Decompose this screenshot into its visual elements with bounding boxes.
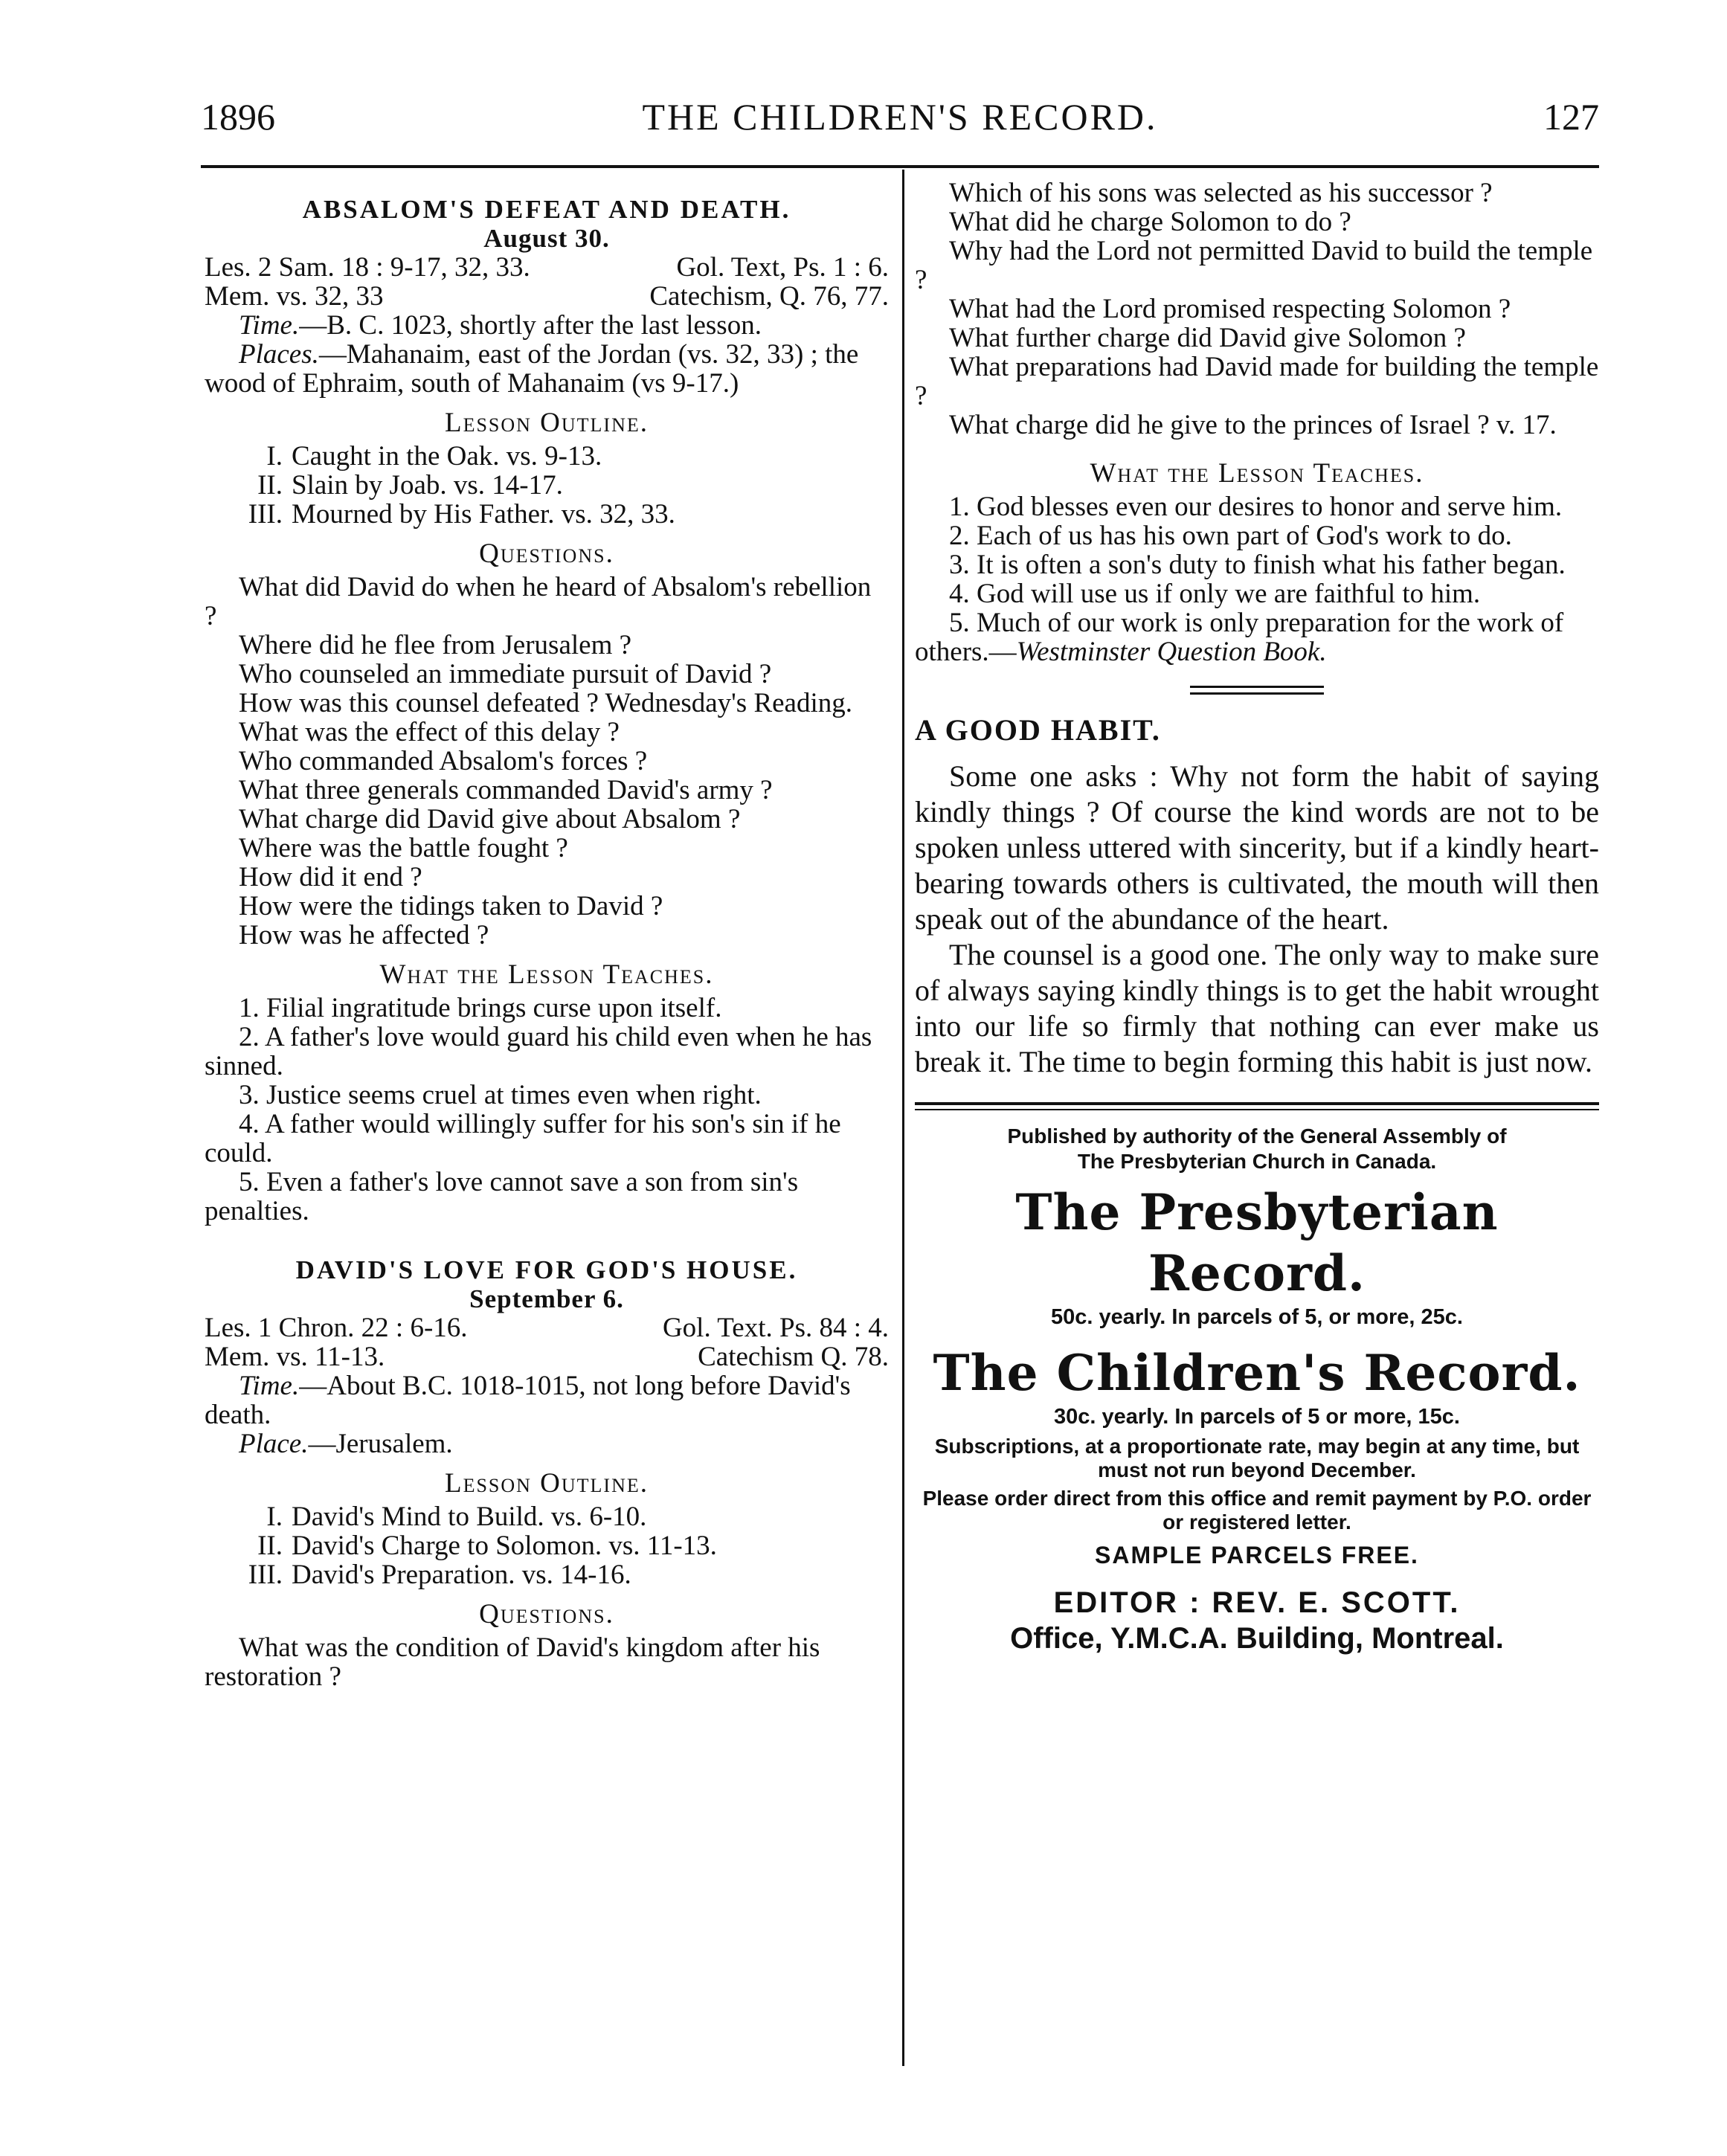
question: Who counseled an immediate pursuit of David ? [239, 659, 772, 689]
outline-num: I. [266, 441, 283, 472]
outline-item [205, 1560, 889, 1589]
teaching [205, 1023, 889, 1081]
question: What three generals commanded David's army ? [239, 775, 773, 805]
sample-parcels: SAMPLE PARCELS FREE. [1095, 1542, 1419, 1568]
teaching-num: 1. [949, 492, 970, 522]
lesson1-date: August 30. [483, 224, 610, 253]
question: What did he charge Solomon to do ? [949, 207, 1351, 237]
editor-line: EDITOR : REV. E. SCOTT. [1053, 1586, 1461, 1619]
good-habit-paragraph: Some one asks : Why not form the habit of saying kindly things ? Of course the kind words are not to be spoken unless uttered with sincerity, but if a kindly heart-bearing towards others is cultivated, the mouth will then speak out of the abundance of the heart. [915, 759, 1599, 936]
lesson2-place [205, 1429, 889, 1458]
lesson1-time-label: Time. [239, 310, 300, 341]
page-header [201, 95, 1599, 147]
lesson2-date: September 6. [469, 1284, 624, 1313]
question: How did it end ? [239, 862, 422, 892]
teaching-num: 5. [949, 608, 970, 638]
question: What preparations had David made for building the temple ? [915, 352, 1599, 411]
lesson2-gol: Gol. Text. Ps. 84 : 4. [662, 1313, 889, 1343]
lesson2-outline [205, 1502, 889, 1589]
teaching-text: God blesses even our desires to honor and serve him. [977, 492, 1563, 522]
teaching-text: It is often a son's duty to finish what his father began. [977, 550, 1566, 580]
teaching [915, 579, 1599, 608]
lesson1-refs-row2 [205, 282, 889, 311]
teaching-text: Even a father's love cannot save a son from sin's penalties. [205, 1167, 799, 1226]
lesson1-les: Les. 2 Sam. 18 : 9-17, 32, 33. [205, 252, 530, 283]
teaching-text: Each of us has his own part of God's work to do. [977, 521, 1512, 551]
outline-text: David's Preparation. vs. 14-16. [292, 1560, 631, 1590]
teaching-text: A father would willingly suffer for his son's sin if he could. [205, 1109, 841, 1168]
good-habit-paragraph: The counsel is a good one. The only way to make sure of always saying kindly things is to get the habit wrought into our life so firmly that nothing can ever make us break it. The time to begin forming this habit is just now. [915, 938, 1599, 1078]
childrens-record-price: 30c. yearly. In parcels of 5 or more, 15c. [1054, 1405, 1460, 1429]
teaching-num: 2. [949, 521, 970, 551]
teaching-text: Much of our work is only preparation for the work of others.— [915, 608, 1564, 667]
teaching-num: 2. [239, 1022, 260, 1052]
outline-num: II. [257, 470, 283, 501]
lesson1-cat: Catechism, Q. 76, 77. [649, 281, 889, 312]
question: What charge did he give to the princes of Israel ? v. 17. [949, 410, 1557, 440]
advert-rule [915, 1102, 1599, 1110]
question: What was the effect of this delay ? [239, 717, 620, 747]
left-column [205, 178, 889, 1691]
teaching [915, 521, 1599, 550]
outline-num: II. [257, 1531, 283, 1561]
lesson2-mem: Mem. vs. 11-13. [205, 1342, 385, 1372]
good-habit-article [915, 712, 1599, 1080]
teaching-text: A father's love would guard his child even when he has sinned. [205, 1022, 872, 1081]
lesson2-place-label: Place. [239, 1429, 309, 1459]
header-rule [201, 165, 1599, 168]
lesson2-teaches-heading: What the Lesson Teaches. [1090, 458, 1424, 489]
lesson1-questions-heading: Questions. [479, 538, 614, 569]
question: What was the condition of David's kingdom after his restoration ? [205, 1632, 820, 1692]
teaching [915, 550, 1599, 579]
lesson2-time-label: Time. [239, 1371, 300, 1401]
teaching-num: 1. [239, 993, 260, 1023]
advert-line1: Published by authority of the General Assembly of [1007, 1124, 1507, 1148]
teaching-num: 4. [239, 1109, 260, 1139]
outline-text: Mourned by His Father. vs. 32, 33. [292, 499, 675, 530]
lesson1-places-label: Places. [239, 339, 319, 370]
outline-num: I. [266, 1502, 283, 1532]
question: What had the Lord promised respecting Solomon ? [949, 294, 1511, 324]
question: What charge did David give about Absalom ? [239, 804, 741, 834]
outline-item [205, 471, 889, 500]
advert [915, 1124, 1599, 1656]
teaching [205, 1081, 889, 1110]
outline-text: Caught in the Oak. vs. 9-13. [292, 441, 602, 472]
header-page-number: 127 [1543, 96, 1599, 138]
question: Who commanded Absalom's forces ? [239, 746, 648, 776]
lesson2-title: DAVID'S LOVE FOR GOD'S HOUSE. [295, 1255, 798, 1284]
lesson1-title: ABSALOM'S DEFEAT AND DEATH. [302, 195, 791, 224]
order-note: Please order direct from this office and remit payment by P.O. order or registered letter. [922, 1487, 1592, 1534]
lesson2-les: Les. 1 Chron. 22 : 6-16. [205, 1313, 468, 1343]
question: Where was the battle fought ? [239, 833, 568, 863]
right-column [915, 178, 1599, 1656]
presbyterian-record-price: 50c. yearly. In parcels of 5, or more, 25c. [1051, 1305, 1463, 1329]
outline-item [205, 500, 889, 529]
lesson1-outline [205, 442, 889, 529]
lesson1-mem: Mem. vs. 32, 33 [205, 281, 384, 312]
good-habit-title: A GOOD HABIT. [915, 713, 1161, 747]
outline-item [205, 1531, 889, 1560]
header-year: 1896 [201, 96, 275, 138]
teaching-source: Westminster Question Book. [1016, 637, 1327, 667]
childrens-record-title: The Children's Record. [933, 1344, 1581, 1402]
presbyterian-record-title: The Presbyterian Record. [1015, 1183, 1499, 1302]
lesson2-place-text: —Jerusalem. [308, 1429, 453, 1459]
teaching-num: 3. [949, 550, 970, 580]
header-title: THE CHILDREN'S RECORD. [642, 96, 1158, 138]
lesson2-cat: Catechism Q. 78. [698, 1342, 889, 1372]
double-rule [1190, 686, 1324, 695]
lesson2-questions-heading: Questions. [479, 1599, 614, 1629]
lesson1-places [205, 340, 889, 398]
question: Where did he flee from Jerusalem ? [239, 630, 632, 660]
office-line: Office, Y.M.C.A. Building, Montreal. [1010, 1622, 1504, 1655]
lesson1-gol: Gol. Text, Ps. 1 : 6. [676, 252, 889, 283]
teaching-text: Justice seems cruel at times even when right. [266, 1080, 762, 1110]
question: Which of his sons was selected as his successor ? [949, 178, 1493, 208]
outline-item [205, 1502, 889, 1531]
teaching-text: God will use us if only we are faithful to him. [977, 579, 1481, 609]
lesson1-outline-heading: Lesson Outline. [444, 408, 649, 438]
lesson2-time-text: —About B.C. 1018-1015, not long before David's death. [205, 1371, 851, 1430]
teaching [915, 492, 1599, 521]
advert-line2: The Presbyterian Church in Canada. [1077, 1150, 1437, 1173]
column-divider [902, 170, 904, 2066]
question: What did David do when he heard of Absalom's rebellion ? [205, 572, 872, 631]
outline-num: III. [248, 1560, 283, 1590]
outline-text: Slain by Joab. vs. 14-17. [292, 470, 563, 501]
outline-text: David's Mind to Build. vs. 6-10. [292, 1502, 647, 1532]
lesson1-refs-row1 [205, 253, 889, 282]
lesson1-places-text: —Mahanaim, east of the Jordan (vs. 32, 33) ; the wood of Ephraim, south of Mahanaim (vs 9-17.) [205, 339, 859, 399]
lesson2-time [205, 1371, 889, 1429]
question: Why had the Lord not permitted David to build the temple ? [915, 236, 1593, 295]
teaching [915, 608, 1599, 666]
teaching [205, 1110, 889, 1168]
teaching-text: Filial ingratitude brings curse upon itself. [266, 993, 722, 1023]
question: How were the tidings taken to David ? [239, 891, 663, 921]
teaching [205, 1168, 889, 1226]
lesson1-time [205, 311, 889, 340]
question: How was he affected ? [239, 920, 489, 950]
outline-num: III. [248, 499, 283, 530]
teaching [205, 994, 889, 1023]
teaching-num: 3. [239, 1080, 260, 1110]
outline-item [205, 442, 889, 471]
lesson2-refs-row2 [205, 1342, 889, 1371]
outline-text: David's Charge to Solomon. vs. 11-13. [292, 1531, 717, 1561]
teaching-num: 5. [239, 1167, 260, 1197]
lesson2-outline-heading: Lesson Outline. [444, 1468, 649, 1499]
subscriptions-note: Subscriptions, at a proportionate rate, may begin at any time, but must not run beyond December. [934, 1435, 1580, 1481]
question: What further charge did David give Solomon ? [949, 323, 1466, 353]
lesson1-time-text: —B. C. 1023, shortly after the last lesson. [299, 310, 762, 341]
lesson2-refs-row1 [205, 1313, 889, 1342]
question: How was this counsel defeated ? Wednesday's Reading. [239, 688, 853, 718]
lesson1-teaches-heading: What the Lesson Teaches. [379, 959, 714, 990]
teaching-num: 4. [949, 579, 970, 609]
